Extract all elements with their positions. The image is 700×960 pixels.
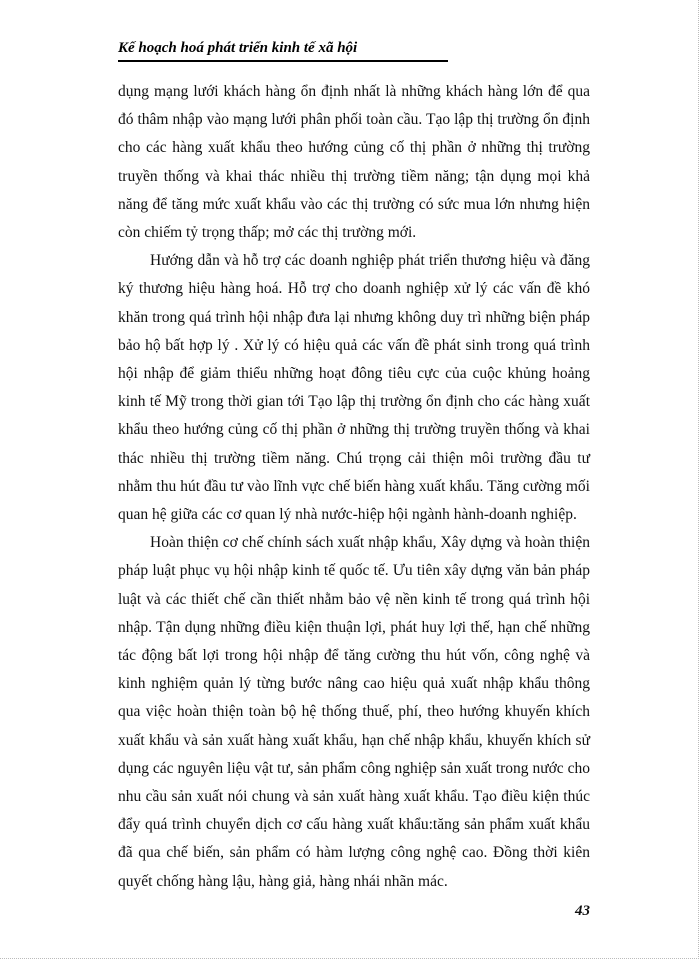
header-underline bbox=[118, 60, 448, 62]
page-number: 43 bbox=[575, 903, 590, 919]
paragraph-1: dụng mạng lưới khách hàng ổn định nhất là những khách hàng lớn để qua đó thâm nhập vào mạng lưới phân phối toàn cầu. Tạo lập thị trường ổn định cho các hàng xuất khẩu theo hướng củng cố thị phần ở những thị trường truyền thống và khai thác nhiều thị trường tiềm năng; tận dụng mọi khả năng để tăng mức xuất khẩu vào các thị trường có sức mua lớn nhưng hiện còn chiếm tỷ trọng thấp; mở các thị trường mới. bbox=[118, 83, 590, 242]
paragraph-3: Hoàn thiện cơ chế chính sách xuất nhập khẩu, Xây dựng và hoàn thiện pháp luật phục vụ hội nhập kinh tế quốc tế. Ưu tiên xây dựng văn bản pháp luật và các thiết chế cần thiết nhằm bảo vệ nền kinh tế trong quá trình hội nhập. Tận dụng những điều kiện thuận lợi, phát huy lợi thế, hạn chế những tác động bất lợi trong hội nhập để tăng cường thu hút vốn, công nghệ và kinh nghiệm quản lý từng bước nâng cao hiệu quả xuất nhập khẩu thông qua việc hoàn thiện toàn bộ hệ thống thuế, phí, theo hướng khuyến khích xuất khẩu và sản xuất hàng xuất khẩu, hạn chế nhập khẩu, khuyến khích sử dụng các nguyên liệu vật tư, sản phẩm công nghiệp sản xuất trong nước cho nhu cầu sản xuất nói chung và sản xuất hàng xuất khẩu. Tạo điều kiện thúc đẩy quá trình chuyển dịch cơ cấu hàng xuất khẩu:tăng sản phẩm xuất khẩu đã qua chế biến, sản phẩm có hàm lượng công nghệ cao. Đồng thời kiên quyết chống hàng lậu, hàng giả, hàng nhái nhãn mác. bbox=[118, 534, 590, 890]
running-header: Kế hoạch hoá phát triển kinh tế xã hội bbox=[118, 40, 358, 56]
document-body bbox=[118, 78, 590, 896]
paragraph-2: Hướng dẫn và hỗ trợ các doanh nghiệp phát triển thương hiệu và đăng ký thương hiệu hàng hoá. Hỗ trợ cho doanh nghiệp xử lý các vấn đề khó khăn trong quá trình hội nhập đưa lại nhưng không duy trì những biện pháp bảo hộ bất hợp lý . Xử lý có hiệu quả các vấn đề phát sinh trong quá trình hội nhập để giảm thiểu những hoạt đông tiêu cực của cuộc khủng hoảng kinh tế Mỹ trong thời gian tới Tạo lập thị trường ổn định cho các hàng xuất khẩu theo hướng củng cố thị phần ở những thị trường truyền thống và khai thác nhiều thị trường tiềm năng. Chú trọng cải thiện môi trường đầu tư nhằm thu hút đầu tư vào lĩnh vực chế biến hàng xuất khẩu. Tăng cường mối quan hệ giữa các cơ quan lý nhà nước-hiệp hội ngành hành-doanh nghiệp. bbox=[118, 252, 590, 524]
